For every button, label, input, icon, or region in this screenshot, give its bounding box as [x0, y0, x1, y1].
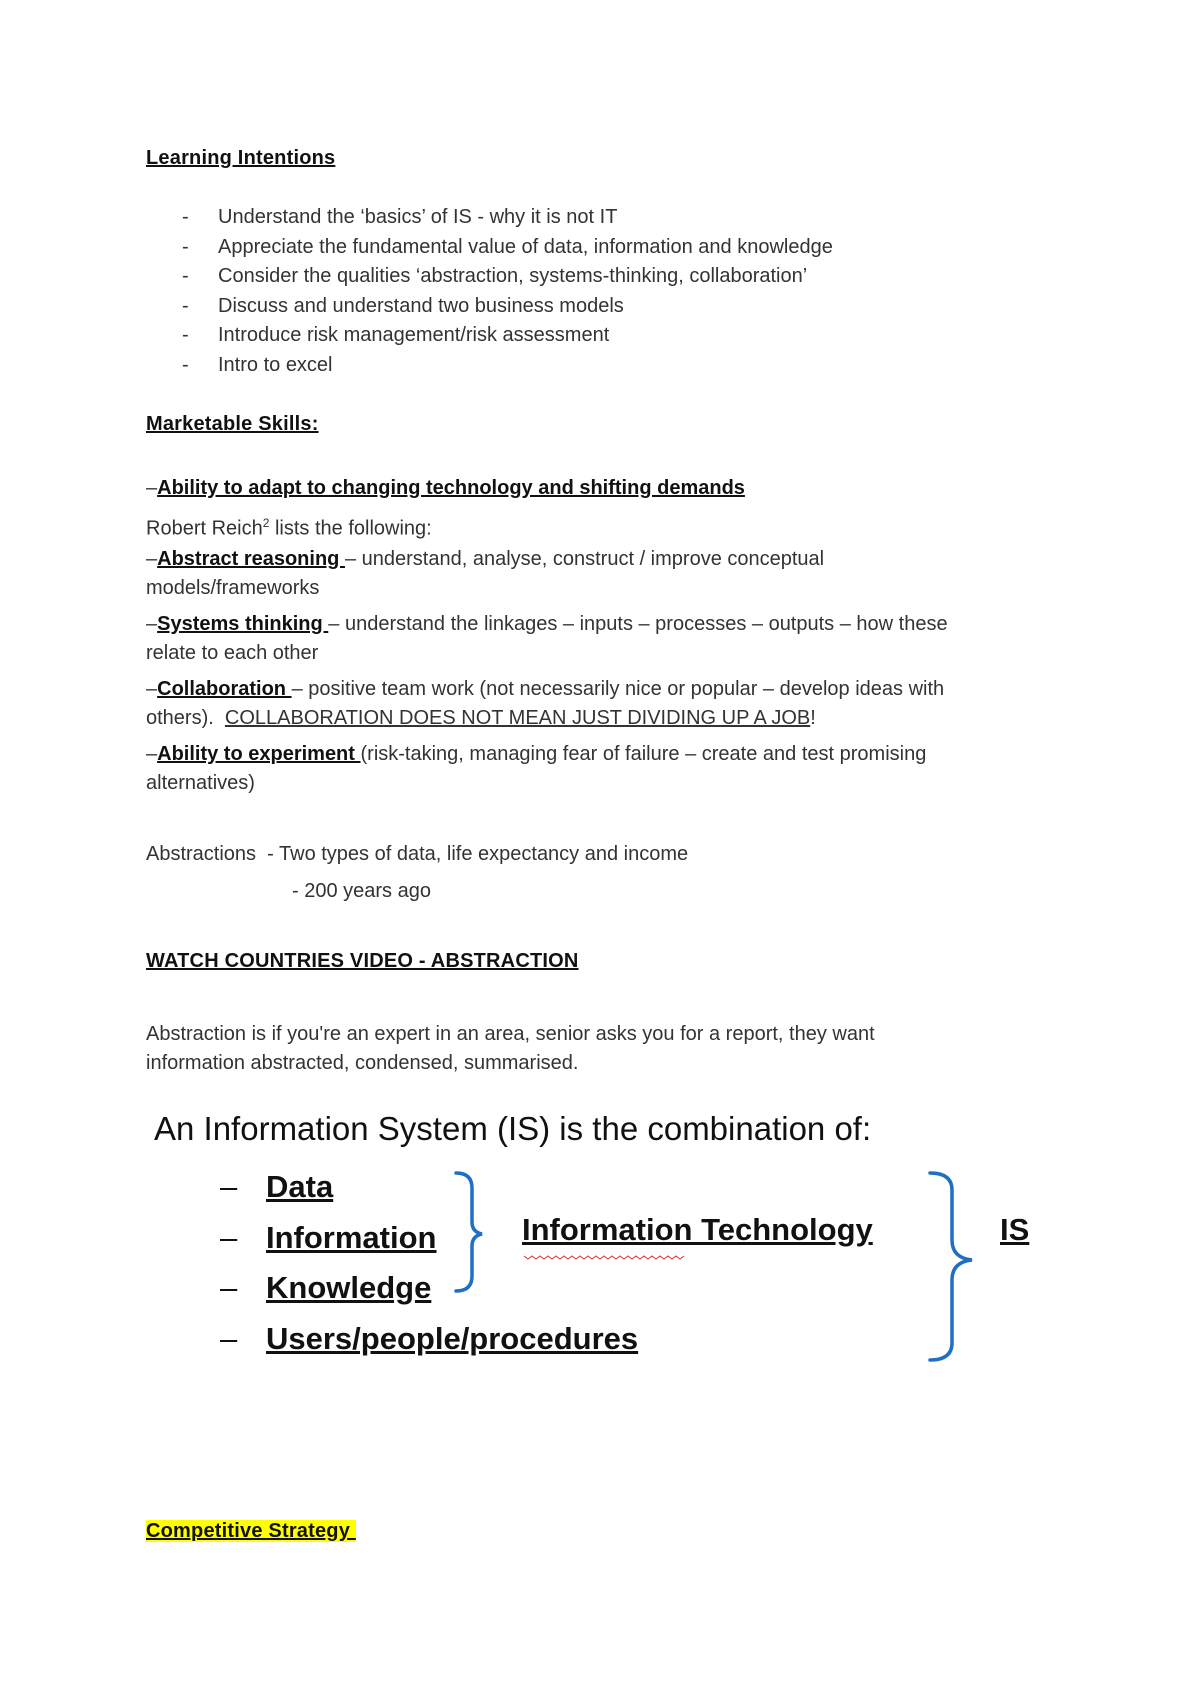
list-item-text: Consider the qualities ‘abstraction, systems-thinking, collaboration’	[218, 265, 808, 287]
reich-name: Robert Reich	[146, 517, 263, 540]
bullet-dash: -	[182, 265, 189, 287]
list-item-text: Appreciate the fundamental value of data, information and knowledge	[218, 235, 833, 258]
list-item	[182, 262, 833, 292]
abstractions-line: Abstractions - Two types of data, life expectancy and income	[146, 843, 689, 865]
skill-collab-term: Collaboration	[157, 678, 292, 700]
dash: –	[146, 678, 158, 700]
diagram-dash: –	[220, 1270, 238, 1305]
reich-line	[146, 509, 432, 544]
skill-collab	[146, 675, 944, 704]
diagram-braces	[150, 1110, 1050, 1390]
list-item-text: Introduce risk management/risk assessment	[218, 324, 610, 346]
diagram-item-label: Information	[266, 1219, 437, 1255]
skill-abstract-text: – understand, analyse, construct / improve conceptual	[344, 548, 825, 570]
bullet-dash: -	[182, 353, 189, 376]
dash: –	[146, 743, 158, 765]
skill-abstract-term: Abstract reasoning	[157, 548, 345, 570]
collab-emphasis: COLLABORATION DOES NOT MEAN JUST DIVIDING UP A JOB	[224, 707, 811, 729]
diagram-dash: –	[220, 1320, 238, 1356]
bullet-dash: -	[182, 324, 189, 346]
footnote-sup: 2	[262, 516, 270, 530]
competitive-strategy-heading	[146, 1520, 356, 1543]
skill-systems-term: Systems thinking	[157, 613, 329, 635]
abstraction-note-line-1: Abstraction is if you're an expert in an area, senior asks you for a report, they want	[146, 1023, 875, 1045]
right-brace-icon	[930, 1173, 972, 1360]
skill-adapt	[146, 474, 745, 503]
list-item	[182, 203, 833, 233]
diagram-dash: –	[220, 1219, 238, 1255]
list-item-text: Intro to excel	[218, 353, 333, 376]
skill-abstract	[146, 545, 824, 574]
list-item-text: Understand the ‘basics’ of IS - why it is not IT	[218, 206, 618, 228]
skill-experiment-term: Ability to experiment	[157, 743, 361, 765]
collab-exclamation: !	[810, 707, 816, 729]
left-brace-icon	[456, 1173, 482, 1291]
bullet-dash: -	[182, 235, 189, 258]
information-technology-label: Information Technology	[522, 1212, 873, 1247]
diagram-item-label: Users/people/procedures	[266, 1320, 639, 1356]
list-item	[182, 233, 833, 263]
watch-video-heading: WATCH COUNTRIES VIDEO - ABSTRACTION	[146, 950, 579, 972]
skill-systems	[146, 610, 948, 639]
abstraction-note-line-2: information abstracted, condensed, summarised.	[146, 1052, 579, 1074]
diagram-item-label: Knowledge	[266, 1270, 432, 1305]
list-item	[182, 351, 833, 381]
abstractions-sub-line: - 200 years ago	[292, 880, 431, 902]
is-label: IS	[1000, 1212, 1030, 1247]
diagram-item-label: Data	[266, 1169, 334, 1204]
dash: –	[146, 613, 158, 635]
skill-experiment-text: (risk-taking, managing fear of failure – create and test promising	[360, 743, 927, 765]
list-item	[182, 321, 833, 351]
skill-systems-cont: relate to each other	[146, 642, 319, 664]
list-item-text: Discuss and understand two business models	[218, 294, 624, 317]
skill-experiment	[146, 740, 926, 769]
skill-collab-cont	[146, 704, 816, 733]
diagram-dash: –	[220, 1169, 238, 1204]
is-combination-diagram	[150, 1110, 1050, 1390]
competitive-strategy-text: Competitive Strategy	[146, 1520, 356, 1542]
dash: –	[146, 548, 158, 570]
skill-abstract-cont: models/frameworks	[146, 577, 320, 599]
skill-experiment-cont: alternatives)	[146, 772, 255, 794]
skill-collab-text: – positive team work (not necessarily nice or popular – develop ideas with	[291, 678, 945, 700]
learning-intentions-heading: Learning Intentions	[146, 147, 336, 169]
diagram-title: An Information System (IS) is the combination of:	[154, 1110, 872, 1147]
marketable-skills-heading: Marketable Skills:	[146, 413, 319, 435]
collab-cont-prefix: others).	[146, 707, 225, 729]
list-item	[182, 292, 833, 322]
reich-suffix: lists the following:	[269, 517, 432, 540]
skill-adapt-term: Ability to adapt to changing technology and shifting demands	[157, 477, 745, 499]
dash: –	[146, 477, 158, 499]
learning-intentions-list	[182, 203, 833, 380]
bullet-dash: -	[182, 206, 189, 228]
bullet-dash: -	[182, 294, 189, 317]
skill-systems-text: – understand the linkages – inputs – processes – outputs – how these	[328, 613, 948, 635]
spellcheck-squiggle-icon	[524, 1256, 684, 1259]
